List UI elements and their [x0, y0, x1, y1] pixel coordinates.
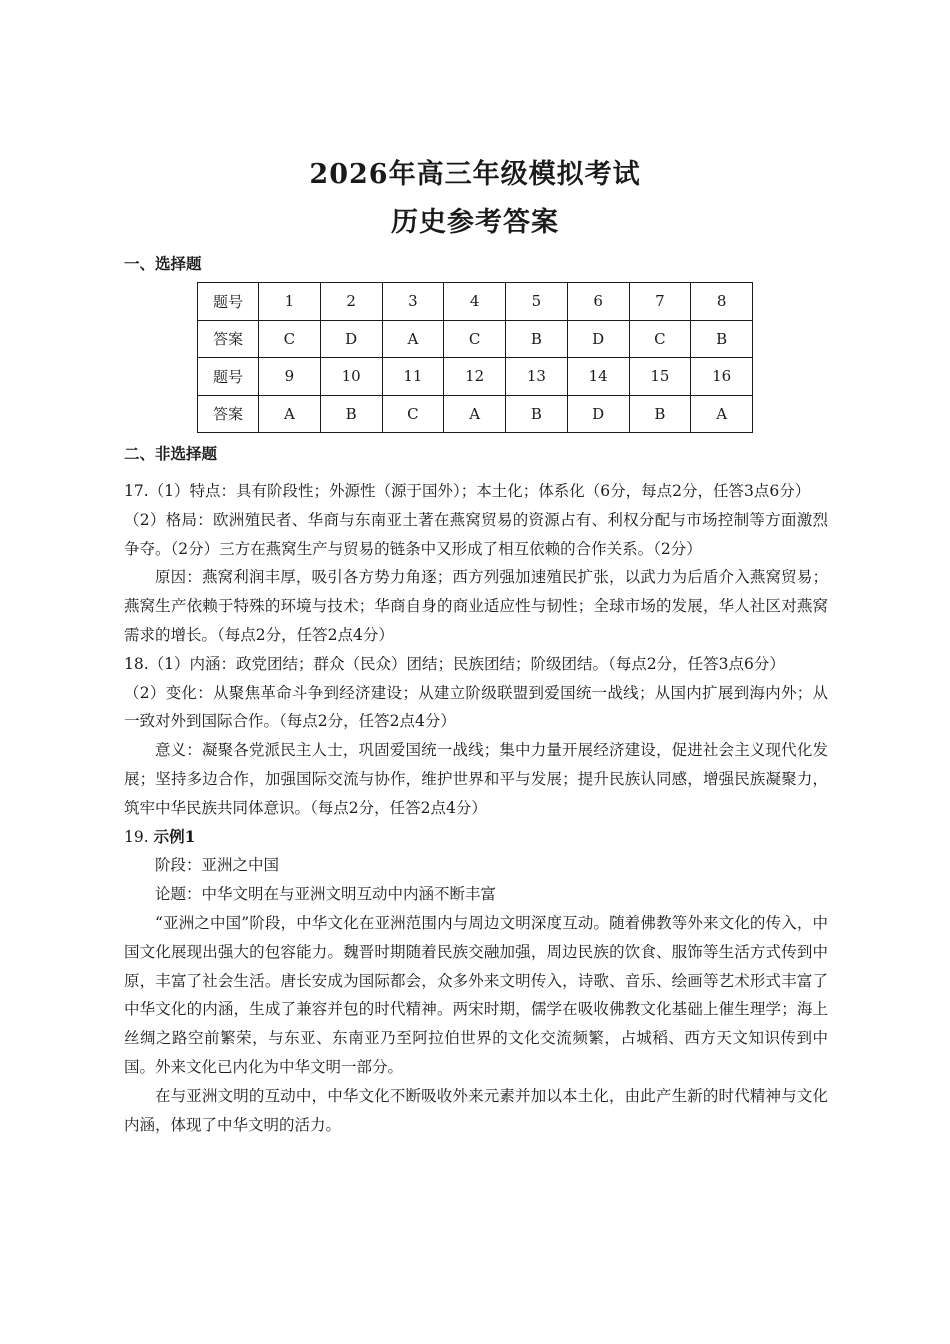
table-cell: D: [320, 320, 382, 358]
row-label-cell: 答案: [198, 395, 259, 433]
table-cell: 5: [506, 283, 568, 321]
table-cell: 3: [382, 283, 444, 321]
table-row: [198, 395, 753, 433]
q19-paragraph-1: “亚洲之中国”阶段，中华文化在亚洲范围内与周边文明深度互动。随着佛教等外来文化的传入，中国文化展现出强大的包容能力。魏晋时期随着民族交融加强，周边民族的饮食、服饰等生活方式传到中原，丰富了社会生活。唐长安成为国际都会，众多外来文明传入，诗歌、音乐、绘画等艺术形式丰富了中华文化的内涵，生成了兼容并包的时代精神。两宋时期，儒学在吸收佛教文化基础上催生理学；海上丝绸之路空前繁荣，与东亚、东南亚乃至阿拉伯世界的文化交流频繁，占城稻、西方天文知识传到中国。外来文化已内化为中华文明一部分。: [124, 913, 828, 1076]
table-cell: 1: [259, 283, 321, 321]
q18-part2: （2）变化：从聚焦革命斗争到经济建设；从建立阶级联盟到爱国统一战线；从国内扩展到海内外；从一致对外到国际合作。（每点2分，任答2点4分）: [124, 683, 828, 731]
table-cell: C: [444, 320, 506, 358]
q17-part2: （2）格局：欧洲殖民者、华商与东南亚土著在燕窝贸易的资源占有、利权分配与市场控制等方面激烈争夺。（2分）三方在燕窝生产与贸易的链条中又形成了相互依赖的合作关系。（2分）: [124, 510, 828, 558]
table-cell: A: [382, 320, 444, 358]
q18-part1: 18.（1）内涵：政党团结；群众（民众）团结；民族团结；阶级团结。（每点2分，任答3点6分）: [124, 654, 785, 673]
page-subtitle: 历史参考答案: [391, 207, 559, 238]
section-heading-free-response: 二、非选择题: [124, 444, 218, 463]
q19-header: [124, 823, 828, 852]
table-cell: D: [567, 320, 629, 358]
table-cell: 2: [320, 283, 382, 321]
table-cell: B: [691, 320, 753, 358]
answer-body: [124, 477, 828, 1139]
q19-paragraph-2: 在与亚洲文明的互动中，中华文化不断吸收外来元素并加以本土化，由此产生新的时代精神与文化内涵，体现了中华文明的活力。: [124, 1086, 828, 1134]
table-cell: B: [320, 395, 382, 433]
answer-table: [197, 282, 753, 433]
table-cell: 6: [567, 283, 629, 321]
row-label-cell: 答案: [198, 320, 259, 358]
table-cell: 11: [382, 358, 444, 396]
row-label-cell: 题号: [198, 358, 259, 396]
table-cell: 4: [444, 283, 506, 321]
table-cell: D: [567, 395, 629, 433]
q19-thesis: 论题：中华文明在与亚洲文明互动中内涵不断丰富: [155, 885, 497, 904]
table-cell: C: [629, 320, 691, 358]
table-cell: A: [444, 395, 506, 433]
table-cell: B: [629, 395, 691, 433]
table-cell: 14: [567, 358, 629, 396]
row-label-cell: 题号: [198, 283, 259, 321]
table-cell: 15: [629, 358, 691, 396]
table-cell: A: [691, 395, 753, 433]
table-cell: 12: [444, 358, 506, 396]
table-cell: C: [382, 395, 444, 433]
table-cell: B: [506, 320, 568, 358]
table-cell: C: [259, 320, 321, 358]
table-cell: 10: [320, 358, 382, 396]
q18-significance: 意义：凝聚各党派民主人士，巩固爱国统一战线；集中力量开展经济建设，促进社会主义现代化发展；坚持多边合作，加强国际交流与协作，维护世界和平与发展；提升民族认同感，增强民族凝聚力，筑牢中华民族共同体意识。（每点2分，任答2点4分）: [124, 741, 828, 817]
table-cell: 8: [691, 283, 753, 321]
table-row: [198, 283, 753, 321]
table-cell: 16: [691, 358, 753, 396]
table-row: [198, 320, 753, 358]
table-cell: 13: [506, 358, 568, 396]
table-cell: 9: [259, 358, 321, 396]
table-row: [198, 358, 753, 396]
section-heading-multiple-choice: 一、选择题: [124, 254, 202, 273]
table-cell: A: [259, 395, 321, 433]
q19-example-label: 示例1: [153, 826, 196, 846]
q17-part1: 17.（1）特点：具有阶段性；外源性（源于国外）；本土化；体系化（6分，每点2分，任答3点6分）: [124, 482, 811, 500]
q17-reasons: 原因：燕窝利润丰厚，吸引各方势力角逐；西方列强加速殖民扩张，以武力为后盾介入燕窝贸易；燕窝生产依赖于特殊的环境与技术；华商自身的商业适应性与韧性；全球市场的发展，华人社区对燕窝需求的增长。（每点2分，任答2点4分）: [124, 568, 828, 644]
q19-number: 19.: [124, 827, 154, 846]
q19-stage: 阶段：亚洲之中国: [155, 856, 280, 875]
table-cell: 7: [629, 283, 691, 321]
table-cell: B: [506, 395, 568, 433]
page-title: 2026年高三年级模拟考试: [309, 159, 641, 190]
